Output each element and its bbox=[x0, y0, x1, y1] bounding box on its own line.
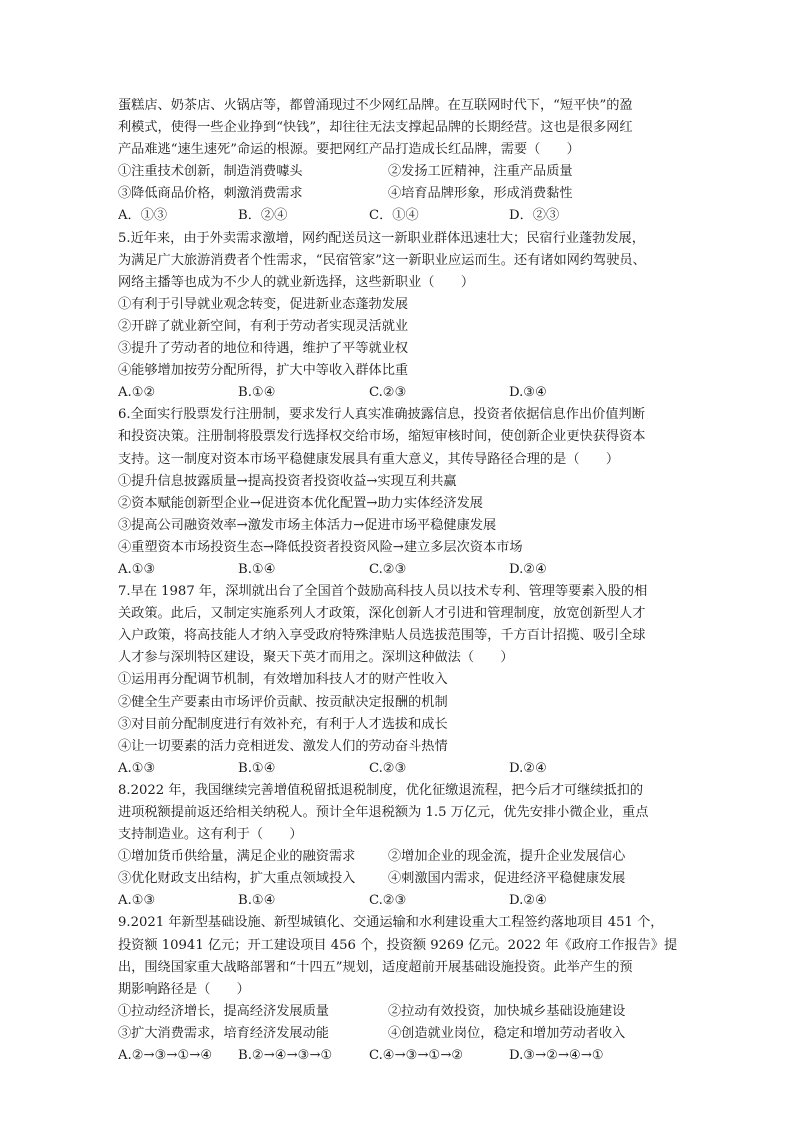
stem-line: 期影响路径是（ ） bbox=[118, 981, 250, 997]
option-b[interactable]: B.②→④→③→① bbox=[238, 1048, 333, 1064]
statement: ①注重技术创新，制造消费噱头 bbox=[118, 164, 303, 180]
option-a[interactable]: A．①③ bbox=[118, 208, 168, 224]
stem-line: 支持。这一制度对资本市场平稳健康发展具有重大意义，其传导路径合理的是（ ） bbox=[118, 451, 620, 467]
statement: ③对目前分配制度进行有效补充，有利于人才选拔和成长 bbox=[118, 716, 448, 732]
stem-line: 5.近年来，由于外卖需求激增，网约配送员这一新职业群体迅速壮大；民宿行业蓬勃发展， bbox=[118, 230, 645, 246]
stem-line: 入户政策，将高技能人才纳入享受政府特殊津贴人员选拔范围等，千方百计招揽、吸引全球 bbox=[118, 628, 646, 644]
statement: ③提高公司融资效率→激发市场主体活力→促进市场平稳健康发展 bbox=[118, 517, 497, 533]
stem-line: 7.早在 1987 年，深圳就出台了全国首个鼓励高科技人员以技术专利、管理等要素入股的相 bbox=[118, 584, 648, 600]
question-5 bbox=[118, 228, 678, 405]
statement-row bbox=[118, 161, 678, 183]
statement: ①增加货币供给量，满足企业的融资需求 bbox=[118, 849, 356, 865]
option-b[interactable]: B.①④ bbox=[238, 760, 276, 776]
statement: ②增加企业的现金流，提升企业发展信心 bbox=[388, 849, 626, 865]
stem-line: 蛋糕店、奶茶店、火锅店等，都曾涌现过不少网红品牌。在互联网时代下，“短平快”的盈 bbox=[118, 98, 633, 113]
question-6 bbox=[118, 404, 678, 581]
statement: ②开辟了就业新空间，有利于劳动者实现灵活就业 bbox=[118, 318, 409, 334]
statement: ④创造就业岗位，稳定和增加劳动者收入 bbox=[388, 1025, 626, 1041]
option-a[interactable]: A.①③ bbox=[118, 760, 156, 776]
stem-line: 6.全面实行股票发行注册制，要求发行人真实准确披露信息，投资者依据信息作出价值判断 bbox=[118, 407, 645, 423]
option-a[interactable]: A.②→③→①→④ bbox=[118, 1048, 213, 1064]
statement: ③优化财政支出结构，扩大重点领域投入 bbox=[118, 871, 356, 887]
stem-line: 投资额 10941 亿元；开工建设项目 456 个，投资额 9269 亿元。2022 年《政府工作报告》提 bbox=[118, 937, 678, 953]
stem-line: 人才参与深圳特区建设，聚天下英才而用之。深圳这种做法（ ） bbox=[118, 650, 514, 666]
statement: ①运用再分配调节机制，有效增加科技人才的财产性收入 bbox=[118, 672, 448, 688]
stem-line: 关政策。此后，又制定实施系列人才政策，深化创新人才引进和管理制度，放宽创新型人才 bbox=[118, 606, 646, 622]
statement: ③降低商品价格，刺激消费需求 bbox=[118, 186, 303, 202]
question-9 bbox=[118, 912, 678, 1067]
stem-line: 为满足广大旅游消费者个性需求，“民宿管家”这一新职业应运而生。还有诸如网约驾驶员、 bbox=[118, 252, 646, 268]
option-c[interactable]: C.②③ bbox=[369, 561, 407, 577]
stem-line: 利模式，使得一些企业挣到“快钱”，却往往无法支撑起品牌的长期经营。这也是很多网红 bbox=[118, 120, 633, 136]
option-d[interactable]: D.②④ bbox=[509, 760, 547, 776]
statement: ①有利于引导就业观念转变，促进新业态蓬勃发展 bbox=[118, 296, 409, 312]
stem-line: 8.2022 年，我国继续完善增值税留抵退税制度，优化征缴退流程，把今后才可继续抵扣的 bbox=[118, 782, 644, 798]
statement: ③提升了劳动者的地位和待遇，维护了平等就业权 bbox=[118, 341, 409, 357]
answer-options bbox=[118, 758, 678, 780]
answer-options bbox=[118, 559, 678, 581]
statement-row bbox=[118, 868, 678, 890]
option-a[interactable]: A.①③ bbox=[118, 893, 156, 909]
question-4 bbox=[118, 95, 678, 228]
option-d[interactable]: D.③④ bbox=[509, 385, 547, 401]
answer-options bbox=[118, 1045, 678, 1067]
statement: ②资本赋能创新型企业→促进资本优化配置→助力实体经济发展 bbox=[118, 495, 483, 511]
option-c[interactable]: C.②③ bbox=[369, 893, 407, 909]
statement-row bbox=[118, 846, 678, 868]
stem-line: 支持制造业。这有利于（ ） bbox=[118, 827, 303, 843]
statement: ②健全生产要素由市场评价贡献、按贡献决定报酬的机制 bbox=[118, 694, 448, 710]
option-a[interactable]: A.①② bbox=[118, 385, 156, 401]
answer-options bbox=[118, 890, 678, 912]
stem-line: 和投资决策。注册制将股票发行选择权交给市场，缩短审核时间，使创新企业更快获得资本 bbox=[118, 429, 646, 445]
stem-line: 产品难逃“速生速死”命运的根源。要把网红产品打造成长红品牌，需要（ ） bbox=[118, 142, 580, 158]
statement: ④刺激国内需求，促进经济平稳健康发展 bbox=[388, 871, 626, 887]
statement-row bbox=[118, 1001, 678, 1023]
statement-row bbox=[118, 1023, 678, 1045]
statement: ①拉动经济增长，提高经济发展质量 bbox=[118, 1003, 329, 1019]
statement: ②发扬工匠精神，注重产品质量 bbox=[388, 164, 573, 180]
question-8 bbox=[118, 780, 678, 913]
option-c[interactable]: C.②③ bbox=[369, 385, 407, 401]
stem-line: 进项税额提前返还给相关纳税人。预计全年退税额为 1.5 万亿元，优先安排小微企业，重点 bbox=[118, 805, 649, 820]
option-b[interactable]: B.①④ bbox=[238, 893, 276, 909]
option-d[interactable]: D.③→②→④→① bbox=[509, 1048, 604, 1064]
statement-row bbox=[118, 183, 678, 205]
option-c[interactable]: C.②③ bbox=[369, 760, 407, 776]
option-b[interactable]: B.①④ bbox=[238, 385, 276, 401]
option-d[interactable]: D.②④ bbox=[509, 561, 547, 577]
statement: ①提升信息披露质量→提高投资者投资收益→实现互利共赢 bbox=[118, 473, 457, 489]
statement: ④培育品牌形象，形成消费黏性 bbox=[388, 186, 573, 202]
option-b[interactable]: B．②④ bbox=[238, 208, 288, 224]
statement: ④重塑资本市场投资生态→降低投资者投资风险→建立多层次资本市场 bbox=[118, 539, 523, 555]
statement: ③扩大消费需求，培育经济发展动能 bbox=[118, 1025, 329, 1041]
question-list bbox=[118, 95, 678, 1067]
statement: ④能够增加按劳分配所得，扩大中等收入群体比重 bbox=[118, 363, 409, 379]
option-d[interactable]: D．②③ bbox=[509, 208, 560, 224]
option-c[interactable]: C.④→③→①→② bbox=[369, 1048, 464, 1064]
statement: ②拉动有效投资，加快城乡基础设施建设 bbox=[388, 1003, 626, 1019]
option-b[interactable]: B.①④ bbox=[238, 561, 276, 577]
stem-line: 网络主播等也成为不少人的就业新选择，这些新职业（ ） bbox=[118, 274, 475, 290]
option-a[interactable]: A.①③ bbox=[118, 561, 156, 577]
statement: ④让一切要素的活力竞相迸发、激发人们的劳动奋斗热情 bbox=[118, 738, 448, 754]
option-d[interactable]: D.②④ bbox=[509, 893, 547, 909]
stem-line: 9.2021 年新型基础设施、新型城镇化、交通运输和水利建设重大工程签约落地项目 451 个， bbox=[118, 915, 664, 931]
answer-options bbox=[118, 205, 678, 227]
question-7 bbox=[118, 581, 678, 780]
answer-options bbox=[118, 382, 678, 404]
option-c[interactable]: C．①④ bbox=[369, 208, 419, 224]
stem-line: 出，围绕国家重大战略部署和“十四五”规划，适度超前开展基础设施投资。此举产生的预 bbox=[118, 959, 633, 975]
